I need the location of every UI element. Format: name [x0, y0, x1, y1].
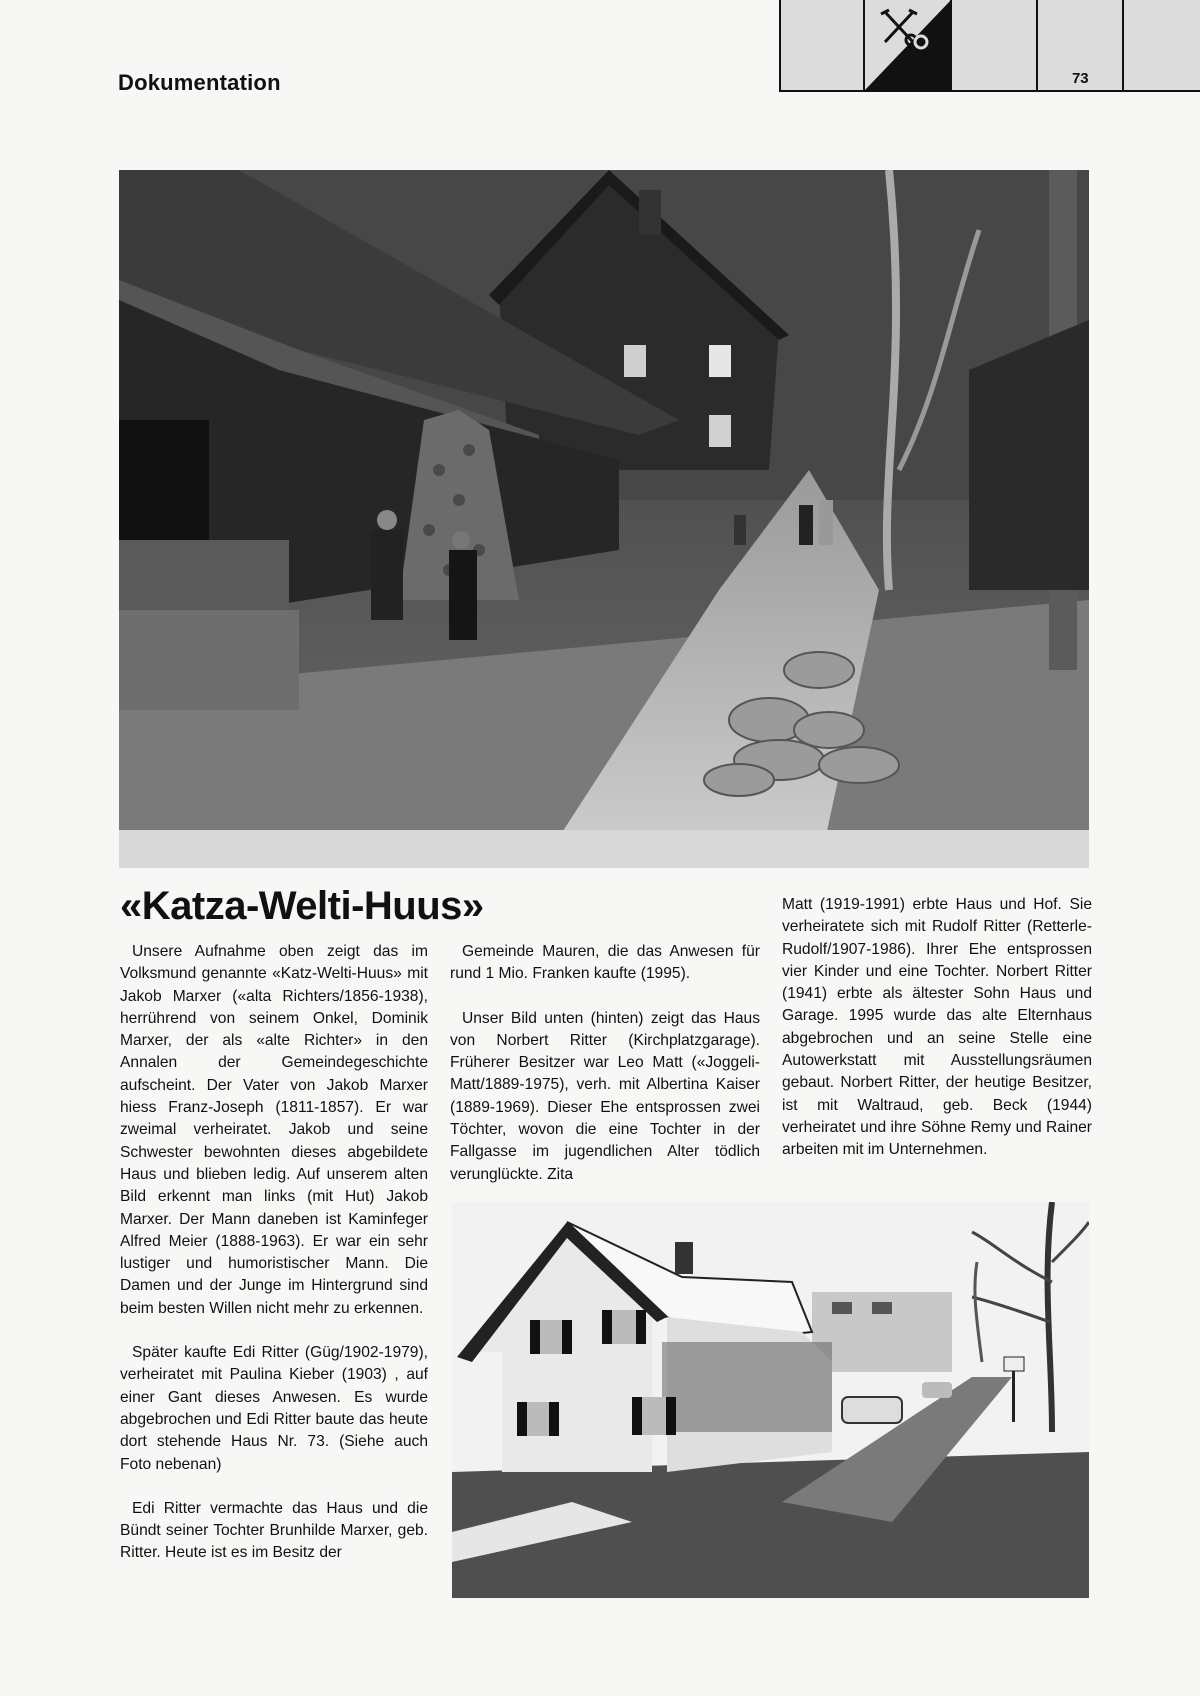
- article-title: «Katza-Welti-Huus»: [120, 884, 484, 928]
- modern-house-photo: [452, 1202, 1089, 1598]
- paragraph: Später kaufte Edi Ritter (Güg/1902-1979), verheiratet mit Paulina Kieber (1903) , auf einer Gant dieses Anwesen. Es wurde abgebrochen und Edi Ritter baute das heute dort stehende Haus Nr. 73. (Siehe auch Foto nebenan): [120, 1344, 428, 1473]
- paragraph: Unsere Aufnahme oben zeigt das im Volksmund genannte «Katz-Welti-Huus» mit Jakob Marxer («alta Richters/1856-1938), herrührend von seinem Onkel, Dominik Marxer, der als «alte Richter» in den Annalen der Gemeindegeschichte aufscheint. Der Vater von Jakob Marxer hiess Franz-Joseph (1811-1857). Er war zweimal verheiratet. Jakob und seine Schwester bewohnten dieses abgebildete Haus und blieben ledig. Auf unserem alten Bild erkennt man links (mit Hut) Jakob Marxer. Der Mann daneben ist Kaminfeger Alfred Meier (1888-1963). Er war ein sehr lustiger und humoristischer Mann. Die Damen und der Junge im Hintergrund sind beim besten Willen nicht mehr zu erkennen.: [120, 943, 428, 1317]
- header-cell: [950, 0, 1036, 90]
- text-column-1: [120, 941, 428, 1565]
- text-column-3: [782, 894, 1092, 1162]
- header-emblem-cell: [863, 0, 949, 90]
- paragraph: Matt (1919-1991) erbte Haus und Hof. Sie verheiratete sich mit Rudolf Ritter (Retterle-Rudolf/1907-1986). Ihrer Ehe entsprossen vier Kinder und eine Tochter. Norbert Ritter (1941) erbte als ältester Sohn Haus und Garage. 1995 wurde das alte Elternhaus abgebrochen und an seine Stelle eine Autowerkstatt mit Ausstellungsräumen gebaut. Norbert Ritter, der heutige Besitzer, ist mit Waltraud, geb. Beck (1944) verheiratet und ihre Söhne Remy und Rainer arbeiten mit im Unternehmen.: [782, 896, 1092, 1159]
- header-cell: [1122, 0, 1200, 90]
- page-number: 73: [1071, 70, 1089, 87]
- section-label: Dokumentation: [118, 70, 281, 95]
- historic-house-photo: [119, 170, 1089, 868]
- header-cell: [1036, 0, 1122, 90]
- header-cell: [779, 0, 863, 90]
- paragraph: Gemeinde Mauren, die das Anwesen für rund 1 Mio. Franken kaufte (1995).: [450, 943, 760, 983]
- paragraph: Unser Bild unten (hinten) zeigt das Haus von Norbert Ritter (Kirchplatzgarage). Früherer Besitzer war Leo Matt («Joggeli-Matt/1889-1975), verh. mit Albertina Kaiser (1889-1969). Dieser Ehe entsprossen zwei Töchter, wovon die eine Tochter in der Fallgasse im jugendlichen Alter tödlich verunglückte. Zita: [450, 1009, 760, 1183]
- text-column-2: [450, 941, 760, 1186]
- paragraph: Edi Ritter vermachte das Haus und die Bündt seiner Tochter Brunhilde Marxer, geb. Ritter. Heute ist es im Besitz der: [120, 1499, 428, 1562]
- header-grid: [779, 0, 1200, 92]
- crossed-keys-emblem-icon: [865, 0, 951, 90]
